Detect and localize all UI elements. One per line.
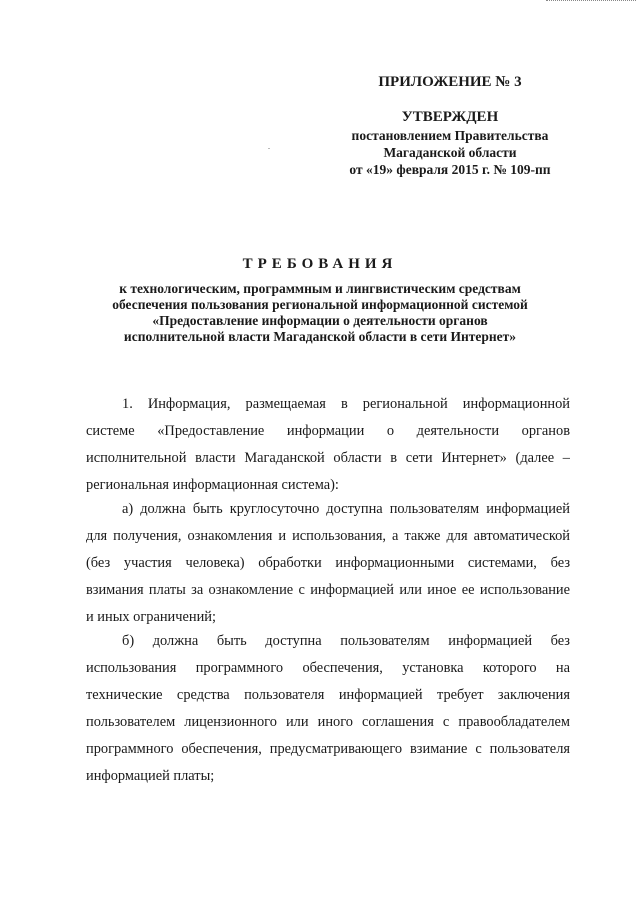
paragraph-line: взимания платы за ознакомление с информацией или иное ее использование	[86, 582, 570, 598]
paragraph-line: (без участия человека) обработки информационными системами, без	[86, 555, 570, 571]
paragraph-line: информацией платы;	[86, 768, 215, 784]
paragraph-line: б) должна быть доступна пользователям информацией без	[122, 633, 570, 649]
subtitle-line: обеспечения пользования региональной информационной системой	[112, 297, 528, 312]
approved-heading: УТВЕРЖДЕН	[401, 109, 499, 125]
subtitle-line: исполнительной власти Магаданской области в сети Интернет»	[123, 329, 517, 344]
approval-line: Магаданской области	[383, 145, 517, 160]
approval-block	[300, 127, 600, 178]
scan-speck	[268, 148, 270, 149]
scan-edge-line	[546, 0, 636, 2]
paragraph-b	[86, 628, 570, 790]
subtitle-line: к технологическим, программным и лингвистическим средствам	[119, 281, 521, 296]
paragraph-line: пользователем лицензионного или иного соглашения с правообладателем	[86, 714, 570, 730]
document-title: ТРЕБОВАНИЯ	[242, 256, 398, 272]
paragraph-line: исполнительной власти Магаданской области в сети Интернет» (далее –	[86, 450, 570, 466]
paragraph-line: для получения, ознакомления и использования, а также для автоматической	[86, 528, 570, 544]
paragraph-line: использования программного обеспечения, установка которого на	[86, 660, 570, 676]
subtitle-line: «Предоставление информации о деятельности органов	[152, 313, 488, 328]
approval-line: от «19» февраля 2015 г. № 109-пп	[349, 162, 551, 177]
annex-number: ПРИЛОЖЕНИЕ № 3	[378, 74, 522, 90]
paragraph-line: региональная информационная система):	[86, 477, 339, 493]
paragraph-line: технические средства пользователя информацией требует заключения	[86, 687, 570, 703]
approval-line: постановлением Правительства	[351, 128, 549, 143]
paragraph-line: 1. Информация, размещаемая в региональной информационной	[122, 396, 570, 412]
paragraph-line: а) должна быть круглосуточно доступна пользователям информацией	[122, 501, 570, 517]
paragraph-line: системе «Предоставление информации о деятельности органов	[86, 423, 570, 439]
paragraph-a	[86, 496, 570, 631]
paragraph-1	[86, 391, 570, 499]
paragraph-line: программного обеспечения, предусматривающего взимание с пользователя	[86, 741, 570, 757]
paragraph-line: и иных ограничений;	[86, 609, 216, 625]
document-subtitle	[60, 281, 580, 345]
